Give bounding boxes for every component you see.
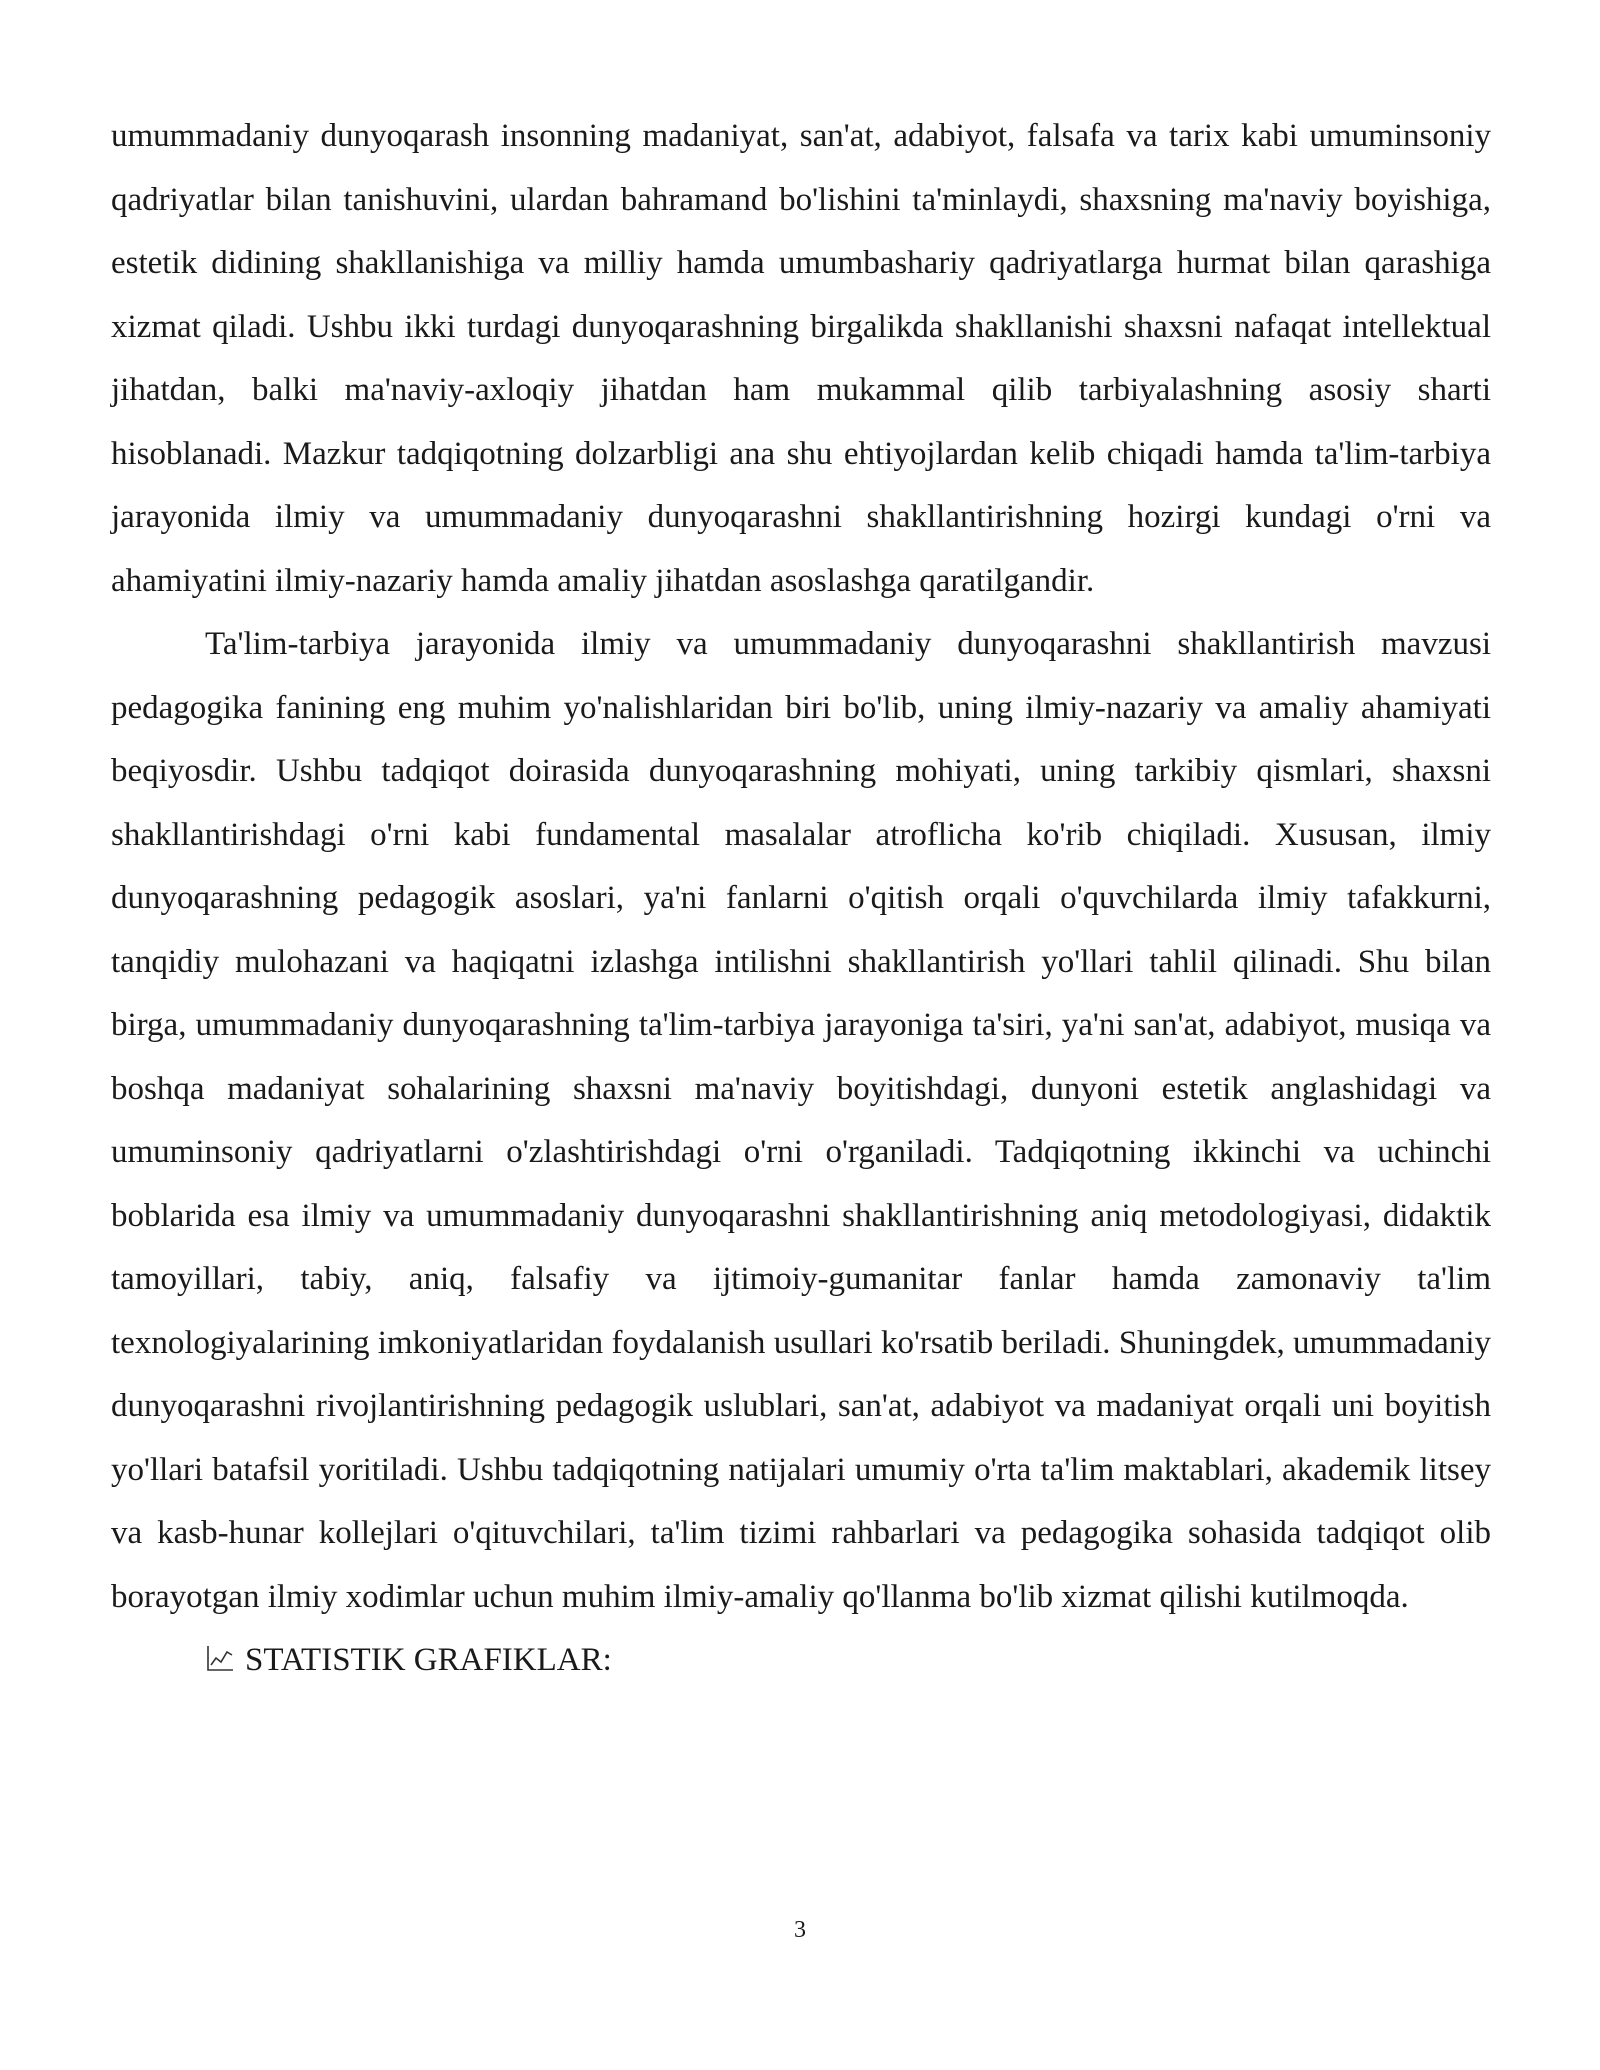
paragraph-research-scope: Ta'lim-tarbiya jarayonida ilmiy va umummadaniy dunyoqarashni shakllantirish mavzusi pedagogika fanining eng muhim yo'nalishlaridan biri bo'lib, uning ilmiy-nazariy va amaliy ahamiyati beqiyosdir. Ushbu tadqiqot doirasida dunyoqarashning mohiyati, uning tarkibiy qismlari, shaxsni shakllantirishdagi o'rni kabi fundamental masalalar atroflicha ko'rib chiqiladi. Xususan, ilmiy dunyoqarashning pedagogik asoslari, ya'ni fanlarni o'qitish orqali o'quvchilarda ilmiy tafakkurni, tanqidiy mulohazani va haqiqatni izlashga intilishni shakllantirish yo'llari tahlil qilinadi. Shu bilan birga, umummadaniy dunyoqarashning ta'lim-tarbiya jarayoniga ta'siri, ya'ni san'at, adabiyot, musiqa va boshqa madaniyat sohalarining shaxsni ma'naviy boyitishdagi, dunyoni estetik anglashidagi va umuminsoniy qadriyatlarni o'zlashtirishdagi o'rni o'rganiladi. Tadqiqotning ikkinchi va uchinchi boblarida esa ilmiy va umummadaniy dunyoqarashni shakllantirishning aniq metodologiyasi, didaktik tamoyillari, tabiy, aniq, falsafiy va ijtimoiy-gumanitar fanlar hamda zamonaviy ta'lim texnologiyalarining imkoniyatlaridan foydalanish usullari ko'rsatib beriladi. Shuningdek, umummadaniy dunyoqarashni rivojlantirishning pedagogik uslublari, san'at, adabiyot va madaniyat orqali uni boyitish yo'llari batafsil yoritiladi. Ushbu tadqiqotning natijalari umumiy o'rta ta'lim maktablari, akademik litsey va kasb-hunar kollejlari o'qituvchilari, ta'lim tizimi rahbarlari va pedagogika sohasida tadqiqot olib borayotgan ilmiy xodimlar uchun muhim ilmiy-amaliy qo'llanma bo'lib xizmat qilishi kutilmoqda. — [111, 626, 1491, 1615]
body-text — [111, 105, 1491, 1693]
chart-increasing-icon — [205, 1631, 235, 1659]
section-heading-text: STATISTIK GRAFIKLAR: — [245, 1642, 612, 1678]
section-heading — [111, 1629, 1491, 1693]
page-number: 3 — [794, 1917, 806, 1943]
paragraph-continuation: umummadaniy dunyoqarash insonning madaniyat, san'at, adabiyot, falsafa va tarix kabi umuminsoniy qadriyatlar bilan tanishuvini, ulardan bahramand bo'lishini ta'minlaydi, shaxsning ma'naviy boyishiga, estetik didining shakllanishiga va milliy hamda umumbashariy qadriyatlarga hurmat bilan qarashiga xizmat qiladi. Ushbu ikki turdagi dunyoqarashning birgalikda shakllanishi shaxsni nafaqat intellektual jihatdan, balki ma'naviy-axloqiy jihatdan ham mukammal qilib tarbiyalashning asosiy sharti hisoblanadi. Mazkur tadqiqotning dolzarbligi ana shu ehtiyojlardan kelib chiqadi hamda ta'lim-tarbiya jarayonida ilmiy va umummadaniy dunyoqarashni shakllantirishning hozirgi kundagi o'rni va ahamiyatini ilmiy-nazariy hamda amaliy jihatdan asoslashga qaratilgandir. — [111, 118, 1491, 599]
